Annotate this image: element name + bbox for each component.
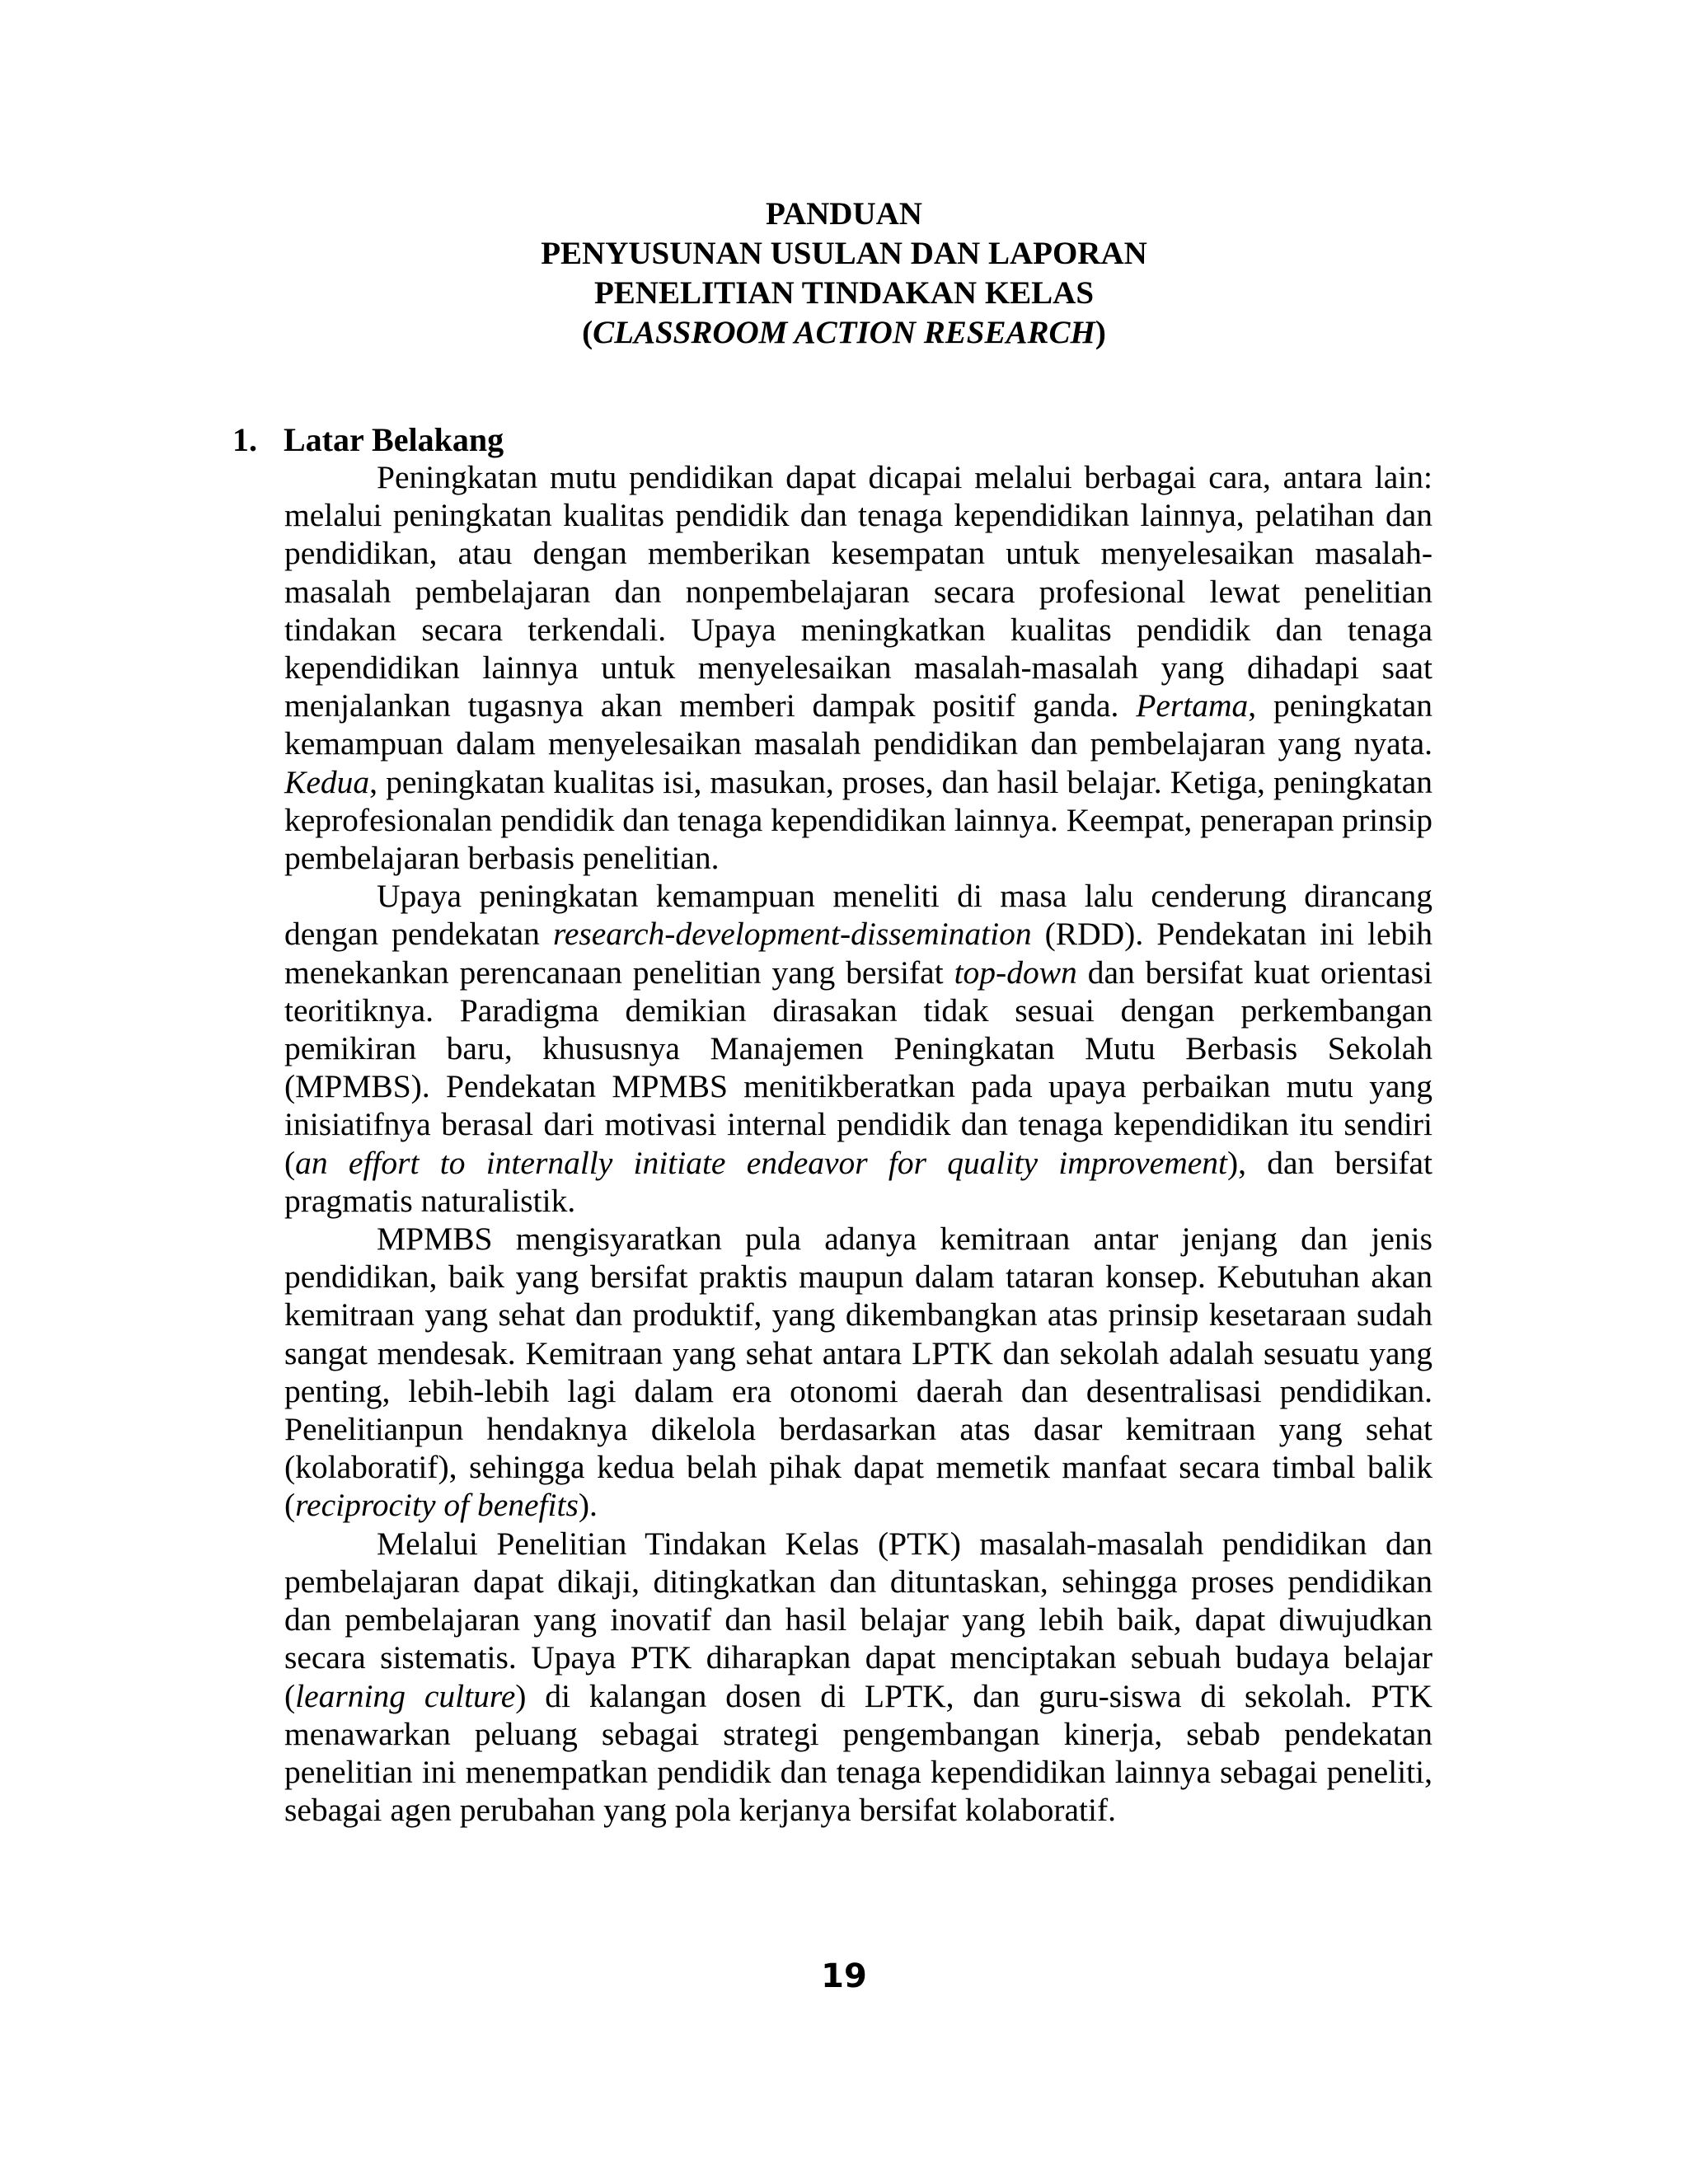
paragraph-4 — [284, 1525, 1432, 1830]
document-title — [0, 194, 1688, 353]
paragraph-2-italic-3: an effort to internally initiate endeavor for quality improvement — [295, 1144, 1227, 1181]
paragraph-2-text-3: dan bersifat kuat orientasi teoritiknya. Paradigma demikian dirasakan tidak sesuai dengan perkembangan pemikiran baru, khususnya Manajemen Peningkatan Mutu Berbasis Sekolah (MPMBS). Pendekatan MPMBS menitikberatkan pada upaya perbaikan mutu yang inisiatifnya berasal dari motivasi internal pendidik dan tenaga kependidikan itu sendiri ( — [284, 954, 1432, 1181]
paragraph-2-italic-2: top-down — [954, 954, 1077, 991]
paragraph-1 — [284, 458, 1432, 877]
paragraph-3-italic-1: reciprocity of benefits — [295, 1487, 579, 1524]
body-text — [284, 458, 1432, 1829]
paragraph-1-text-2: , peningkatan kemampuan dalam menyelesaikan masalah pendidikan dan pembelajaran yang nyata. — [284, 687, 1433, 762]
paragraph-3-text-2: ). — [578, 1487, 598, 1524]
title-line-2: PENYUSUNAN USULAN DAN LAPORAN — [541, 236, 1147, 271]
paragraph-2-text-1: Upaya peningkatan kemampuan meneliti di masa lalu cenderung dirancang dengan pendekatan — [284, 878, 1432, 953]
section-number: 1. — [232, 421, 257, 458]
paragraph-3 — [284, 1220, 1432, 1525]
paragraph-4-text-1: Melalui Penelitian Tindakan Kelas (PTK) masalah-masalah pendidikan dan pembelajaran dapat dikaji, ditingkatkan dan dituntaskan, sehingga proses pendidikan dan pembelajaran yang inovatif dan hasil belajar yang lebih baik, dapat diwujudkan secara sistematis. Upaya PTK diharapkan dapat menciptakan sebuah budaya belajar ( — [284, 1525, 1432, 1714]
paragraph-4-text-2: ) di kalangan dosen di LPTK, dan guru-siswa di sekolah. PTK menawarkan peluang sebagai strategi pengembangan kinerja, sebab pendekatan penelitian ini menempatkan pendidik dan tenaga kependidikan lainnya sebagai peneliti, sebagai agen perubahan yang pola kerjanya bersifat kolaboratif. — [284, 1677, 1432, 1829]
title-line-1: PANDUAN — [766, 196, 922, 232]
paragraph-1-italic-1: Pertama — [1136, 687, 1249, 724]
paragraph-1-text-3: , peningkatan kualitas isi, masukan, proses, dan hasil belajar. Ketiga, peningkatan keprofesionalan pendidik dan tenaga kependidikan lainnya. Keempat, penerapan prinsip pembelajaran berbasis penelitian. — [284, 763, 1432, 877]
paragraph-3-text-1: MPMBS mengisyaratkan pula adanya kemitraan antar jenjang dan jenis pendidikan, baik yang bersifat praktis maupun dalam tataran konsep. Kebutuhan akan kemitraan yang sehat dan produktif, yang dikembangkan atas prinsip kesetaraan sudah sangat mendesak. Kemitraan yang sehat antara LPTK dan sekolah adalah sesuatu yang penting, lebih-lebih lagi dalam era otonomi daerah dan desentralisasi pendidikan. Penelitianpun hendaknya dikelola berdasarkan atas dasar kemitraan yang sehat (kolaboratif), sehingga kedua belah pihak dapat memetik manfaat secara timbal balik ( — [284, 1221, 1432, 1524]
paragraph-2 — [284, 877, 1432, 1220]
section-title: Latar Belakang — [284, 421, 504, 458]
paragraph-2-text-4: ), dan bersifat pragmatis naturalistik. — [284, 1144, 1432, 1219]
paragraph-2-italic-1: research-development-dissemination — [552, 916, 1032, 953]
title-line-3: PENELITIAN TINDAKAN KELAS — [593, 275, 1095, 311]
section-heading — [232, 420, 504, 460]
paragraph-1-italic-2: Kedua — [284, 763, 370, 800]
title-line-4-italic: CLASSROOM ACTION RESEARCH — [593, 315, 1095, 350]
title-line-4-open: ( — [582, 315, 593, 350]
paragraph-1-text-1: Peningkatan mutu pendidikan dapat dicapai melalui berbagai cara, antara lain: melalui peningkatan kualitas pendidik dan tenaga kependidikan lainnya, pelatihan dan pendidikan, atau dengan memberikan kesempatan untuk menyelesaikan masalah-masalah pembelajaran dan nonpembelajaran secara profesional lewat penelitian tindakan secara terkendali. Upaya meningkatkan kualitas pendidik dan tenaga kependidikan lainnya untuk menyelesaikan masalah-masalah yang dihadapi saat menjalankan tugasnya akan memberi dampak positif ganda. — [284, 459, 1432, 724]
paragraph-4-italic-1: learning culture — [295, 1677, 516, 1714]
title-line-4-close: ) — [1095, 315, 1106, 350]
paragraph-2-text-2: (RDD). Pendekatan ini lebih menekankan perencanaan penelitian yang bersifat — [284, 916, 1432, 991]
page-number: 19 — [821, 1957, 867, 1995]
title-line-4 — [0, 313, 1688, 353]
